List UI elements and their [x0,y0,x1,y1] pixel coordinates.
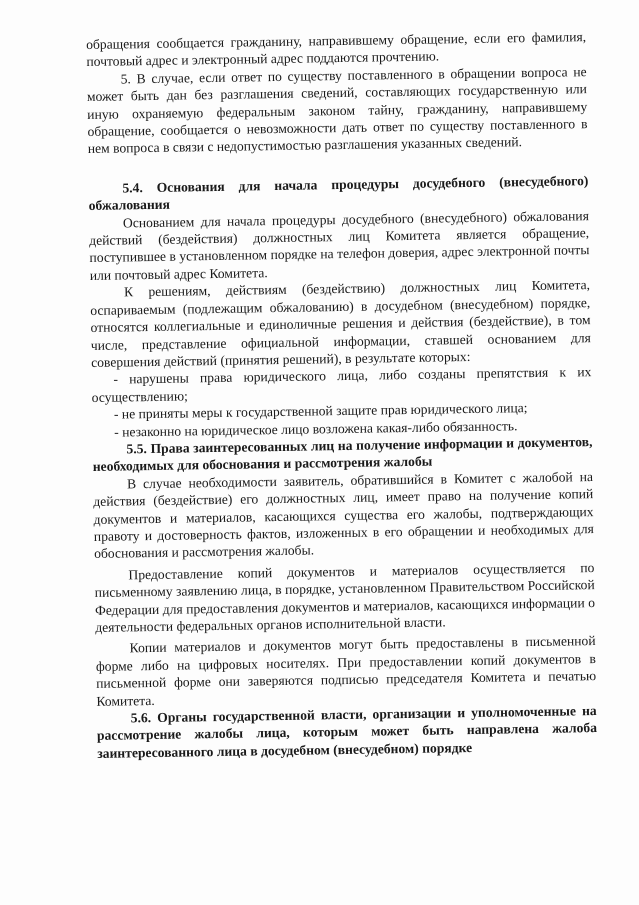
list-item-no-protection: - не приняты меры к государственной защите прав юридического лица; [113,400,528,422]
section-heading-5-6: 5.6. Органы государственной власти, организации и уполномоченные на рассмотрение жалобы лица, которым может быть направлена жалоба заинтересованного лица в досудебном (внесудебном) порядке [96,703,598,761]
paragraph-item-5: 5. В случае, если ответ по существу поставленного в обращении вопроса не может быть дан без разглашения сведений, составляющих государственную или иную охраняемую федеральным законом тайну, гражданину, направившему обращение, сообщается о невозможности дать ответ по существу поставленного в нем вопроса в связи с недопустимостью разглашения указанных сведений. [86,63,588,157]
paragraph-right-to-copies: В случае необходимости заявитель, обратившийся в Комитет с жалобой на действия (бездействие) его должностных лиц, имеет право на получение копий документов и материалов, касающихся существа его жалобы, подтверждающих правоту и достоверность фактов, изложенных в его обращении и необходимых для обоснования и рассмотрения жалобы. [93,468,594,562]
paragraph-decisions: К решениям, действиям (бездействию) должностных лиц Комитета, оспариваемым (подлежащим обжалованию) в досудебном (внесудебном) порядке, относятся коллегиальные и единоличные решения и действия (бездействие), в том числе, представление официальной информации, ставшей основанием для совершения действий (принятия решений), в результате которых: [90,277,591,370]
list-item-rights-violated: - нарушены права юридического лица, либо созданы препятствия к их осуществлению; [91,364,592,405]
section-heading-5-4: 5.4. Основания для начала процедуры досудебного (внесудебного) обжалования [88,172,589,214]
paragraph-continuation: обращения сообщается гражданину, направившему обращение, если его фамилия, почтовый адрес и электронный адрес поддаются прочтению. [86,29,587,70]
paragraph-grounds: Основанием для начала процедуры досудебного (внесудебного) обжалования действий (бездействия) должностных лиц Комитета является обращение, поступившее в установленном порядке на телефон доверия, адрес электронной почты или почтовый адрес Комитета. [89,207,590,283]
paragraph-copies-format: Копии материалов и документов могут быть предоставлены в письменной форме либо на цифровых носителях. При предоставлении копий документов в письменной форме они заверяются подписью председателя Комитета и печатью Комитета. [95,633,597,709]
section-heading-5-5: 5.5. Права заинтересованных лиц на получение информации и документов, необходимых для обоснования и рассмотрения жалобы [92,434,593,475]
list-item-unlawful-duty: - незаконно на юридическое лицо возложена какая-либо обязанность. [114,417,518,440]
document-body [86,28,597,762]
paragraph-copies-procedure: Предоставление копий документов и материалов осуществляется по письменному заявлению лица, в порядке, установленном Правительством Российской Федерации для предоставления документов и материалов, касающихся информации о деятельности федеральных органов исполнительной власти. [94,559,596,635]
